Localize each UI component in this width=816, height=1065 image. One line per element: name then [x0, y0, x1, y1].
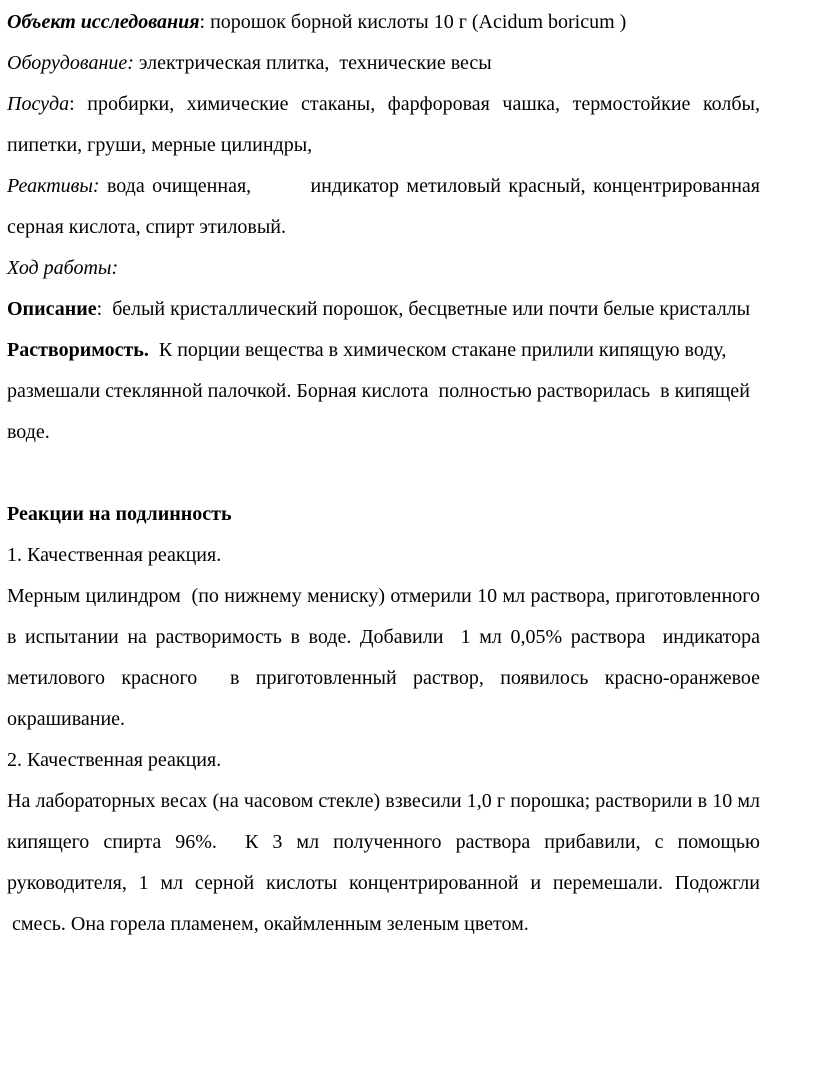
text-run: : порошок борной кислоты 10 г (Acidum boricum ) — [199, 11, 627, 33]
text-run: : пробирки, химические стаканы, фарфоровая чашка, термостойкие колбы, пипетки, груши, мерные цилиндры, — [7, 93, 760, 156]
para-procedure-heading — [7, 248, 760, 289]
text-run: К порции вещества в химическом стакане прилили кипящую воду, размешали стеклянной палочкой. Борная кислота полностью растворилась в кипящей воде. — [7, 339, 750, 443]
text-run: вода очищенная, индикатор метиловый красный, концентрированная серная кислота, спирт этиловый. — [7, 175, 761, 238]
para-reaction-2-title — [7, 740, 760, 781]
text-run: Оборудование: — [7, 52, 139, 74]
text-run: электрическая плитка, технические весы — [138, 52, 492, 74]
para-reaction-1-body — [7, 576, 760, 740]
text-run — [7, 462, 12, 484]
para-equipment — [7, 43, 760, 84]
text-run: Реактивы: — [7, 175, 107, 197]
para-reaction-1-title — [7, 535, 760, 576]
text-run: Растворимость. — [7, 339, 149, 361]
para-reagents — [7, 166, 760, 248]
text-run: Объект исследования — [7, 11, 200, 33]
text-run: 2. Качественная реакция. — [7, 749, 222, 771]
text-run: Реакции на подлинность — [7, 503, 232, 525]
text-run: Ход работы: — [7, 257, 119, 279]
para-solubility — [7, 330, 760, 453]
para-reaction-2-body — [7, 781, 760, 945]
para-spacer — [7, 453, 760, 494]
text-run: 1. Качественная реакция. — [7, 544, 222, 566]
text-run: На лабораторных весах (на часовом стекле) взвесили 1,0 г порошка; растворили в 10 мл кипящего спирта 96%. К 3 мл полученного раствора прибавили, с помощью руководителя, 1 мл серной кислоты концентрированной и перемешали. Подожгли смесь. Она горела пламенем, окаймленным зеленым цветом. — [7, 790, 760, 935]
text-run: Описание — [7, 298, 97, 320]
para-description — [7, 289, 760, 330]
text-run: Посуда — [7, 93, 70, 115]
para-object-of-study — [7, 2, 760, 43]
text-run: : белый кристаллический порошок, бесцветные или почти белые кристаллы — [96, 298, 751, 320]
para-glassware — [7, 84, 760, 166]
para-authenticity-heading — [7, 494, 760, 535]
text-run: Мерным цилиндром (по нижнему мениску) отмерили 10 мл раствора, приготовленного в испытании на растворимость в воде. Добавили 1 мл 0,05% раствора индикатора метилового красного в приготовленный раствор, появилось красно-оранжевое окрашивание. — [7, 585, 760, 730]
